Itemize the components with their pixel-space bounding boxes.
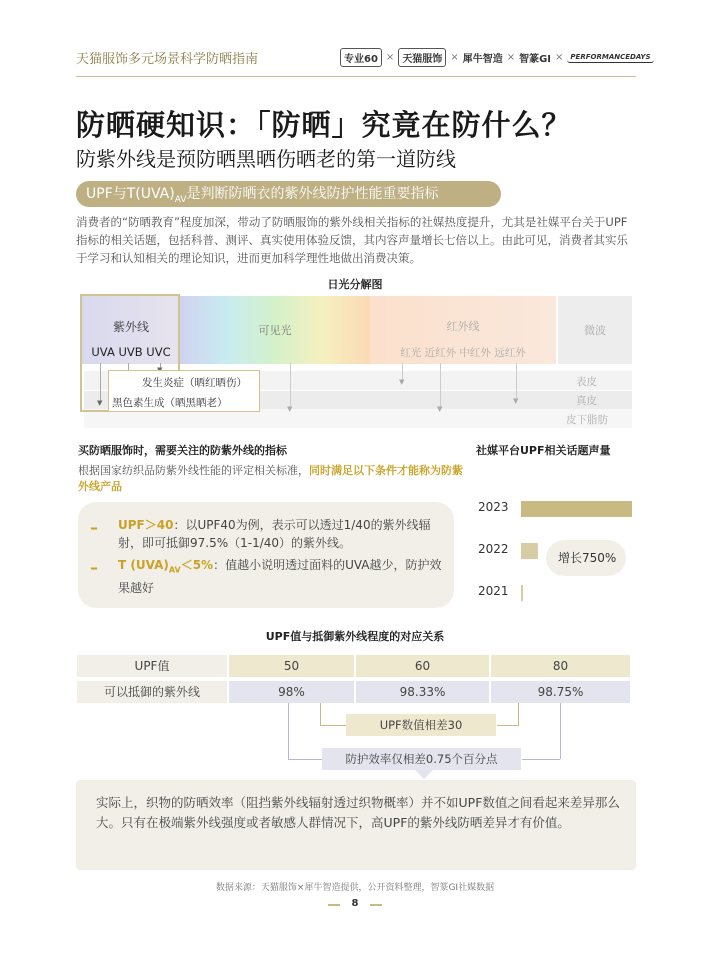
- year-label-2021: 2021: [478, 584, 509, 598]
- protection-cell: 98.75%: [491, 681, 630, 703]
- uv-sublabel: UVA UVB UVC: [91, 345, 171, 359]
- connector: [522, 759, 560, 760]
- uv-label: 紫外线: [112, 320, 149, 334]
- page-number: 8: [351, 898, 359, 909]
- connector: [320, 725, 346, 726]
- condition-tuva-text: ：值越小说明透过面料的UVA越少，防护效果越好: [118, 558, 442, 596]
- logo-zhuanye: 专业60: [340, 48, 382, 67]
- logo-tmall: 天猫服饰: [398, 48, 446, 67]
- standard-highlight: 同时满足以下条件才能称为防紫外线产品: [78, 464, 463, 493]
- spectrum-title: 日光分解图: [327, 278, 383, 291]
- section-pill: [76, 181, 501, 207]
- arrow-visible: [290, 363, 291, 409]
- logo-separator: ×: [506, 52, 516, 63]
- protection-cell: 98.33%: [356, 681, 489, 703]
- infrared-sublabel: 红光 近红外 中红外 远红外: [400, 347, 526, 359]
- standard-text: [78, 463, 468, 495]
- infrared-label: 红外线: [446, 320, 480, 333]
- upf-volume-chart: [476, 490, 636, 610]
- condition-tuva: [118, 556, 443, 597]
- partner-logos: [340, 48, 654, 67]
- conclusion-text: 实际上，织物的防晒效率（阻挡紫外线辐射透过织物概率）并不如UPF数值之间看起来差异那么大。只有在极端紫外线强度或者敏感人群情况下，高UPF的紫外线防晒差异才有价值。: [96, 795, 620, 830]
- bar-2022: [521, 543, 538, 559]
- bullet-dash: –: [90, 518, 98, 537]
- condition-upf-text: ：以UPF40为例，表示可以透过1/40的紫外线辐射，即可抵御97.5%（1-1/40）的紫外线。: [118, 518, 431, 550]
- table-title: UPF值与抵御紫外线程度的对应关系: [265, 630, 445, 643]
- arrow-head-icon: ▼: [513, 397, 519, 405]
- condition-tuva-sub: AV: [168, 565, 181, 575]
- intro-paragraph: 消费者的“防晒教育”程度加深，带动了防晒服饰的紫外线相关指标的社媒热度提升，尤其是社媒平台关于UPF指标的相关话题，包括科普、测评、真实使用体验反馈，其内容声量增长七倍以上。由此可见，消费者其实乐于学习和认知相关的理论知识，进而更加科学理性地做出消费决策。: [76, 215, 628, 265]
- arrow-head-icon: ▼: [97, 399, 103, 407]
- buy-heading: 买防晒服饰时，需要关注的防紫外线的指标: [78, 444, 287, 457]
- layer-label-epidermis: 表皮: [576, 376, 597, 388]
- connector: [560, 703, 561, 759]
- upf-difference-note: UPF数值相差30: [346, 714, 496, 736]
- arrow-far-ir: [516, 363, 517, 401]
- connector: [518, 703, 519, 725]
- connector: [320, 703, 321, 725]
- microwave-label: 微波: [584, 324, 606, 337]
- condition-tuva-tail: ＜5%: [180, 558, 214, 572]
- growth-annotation: 增长750%: [558, 551, 617, 565]
- layer-label-dermis: 真皮: [576, 395, 597, 407]
- condition-upf: [118, 516, 443, 552]
- efficiency-difference-note: 防护效率仅相差0.75个百分点: [322, 748, 521, 770]
- arrow-head-icon: ▼: [437, 405, 443, 413]
- arrow-head-icon: ▼: [399, 378, 405, 386]
- connector: [288, 703, 289, 759]
- row-label-protection: 可以抵御的紫外线: [77, 681, 227, 703]
- condition-tuva-label: T (UVA): [118, 558, 169, 572]
- effect-inflammation: 发生炎症（晒红晒伤）: [142, 377, 247, 389]
- condition-upf-label: UPF＞40: [118, 518, 174, 532]
- bar-2023: [521, 501, 632, 517]
- pointer-icon: [414, 769, 434, 779]
- page-title: 防晒硬知识：「防晒」究竟在防什么？: [76, 108, 572, 142]
- year-label-2022: 2022: [478, 542, 509, 556]
- logo-zhizhuan: 智篆GI: [519, 54, 552, 65]
- upf-cell: 80: [491, 655, 630, 677]
- arrow-head-icon: ▼: [287, 405, 293, 413]
- visible-label: 可见光: [258, 324, 292, 337]
- arrow-uva: [100, 363, 101, 401]
- protection-cell: 98%: [229, 681, 354, 703]
- layer-label-fat: 皮下脂肪: [566, 414, 608, 426]
- upf-cell: 50: [229, 655, 354, 677]
- standard-prefix: 根据国家纺织品防紫外线性能的评定相关标准，: [78, 464, 309, 477]
- logo-performancedays: PERFORMANCEDAYS: [567, 52, 653, 63]
- chart-title: 社媒平台UPF相关话题声量: [476, 444, 611, 457]
- pill-main: UPF与T(UVA): [86, 186, 175, 202]
- logo-separator: ×: [555, 52, 564, 63]
- page-dash-right: [370, 904, 382, 906]
- connector: [288, 759, 322, 760]
- data-source: 数据来源：天猫服饰×犀牛智造提供，公开资料整理，智篆GI社媒数据: [215, 883, 495, 893]
- page-subtitle: 防紫外线是预防晒黑晒伤晒老的第一道防线: [76, 147, 456, 171]
- bar-2021: [521, 585, 523, 601]
- upf-cell: 60: [356, 655, 489, 677]
- pill-sub: AV: [174, 194, 187, 205]
- connector: [497, 725, 519, 726]
- pill-tail: 是判断防晒衣的紫外线防护性能重要指标: [186, 186, 439, 202]
- row-label-upf: UPF值: [77, 655, 227, 677]
- bullet-dash: –: [90, 558, 98, 577]
- effect-melanin: 黑色素生成（晒黑晒老）: [112, 397, 228, 409]
- header-divider: [76, 76, 636, 77]
- header-title: 天猫服饰多元场景科学防晒指南: [76, 52, 259, 67]
- logo-separator: ×: [450, 52, 459, 63]
- year-label-2023: 2023: [478, 500, 509, 514]
- logo-separator: ×: [385, 52, 395, 63]
- logo-xiniu: 犀牛智造: [462, 54, 503, 65]
- arrow-near-ir: [440, 363, 441, 409]
